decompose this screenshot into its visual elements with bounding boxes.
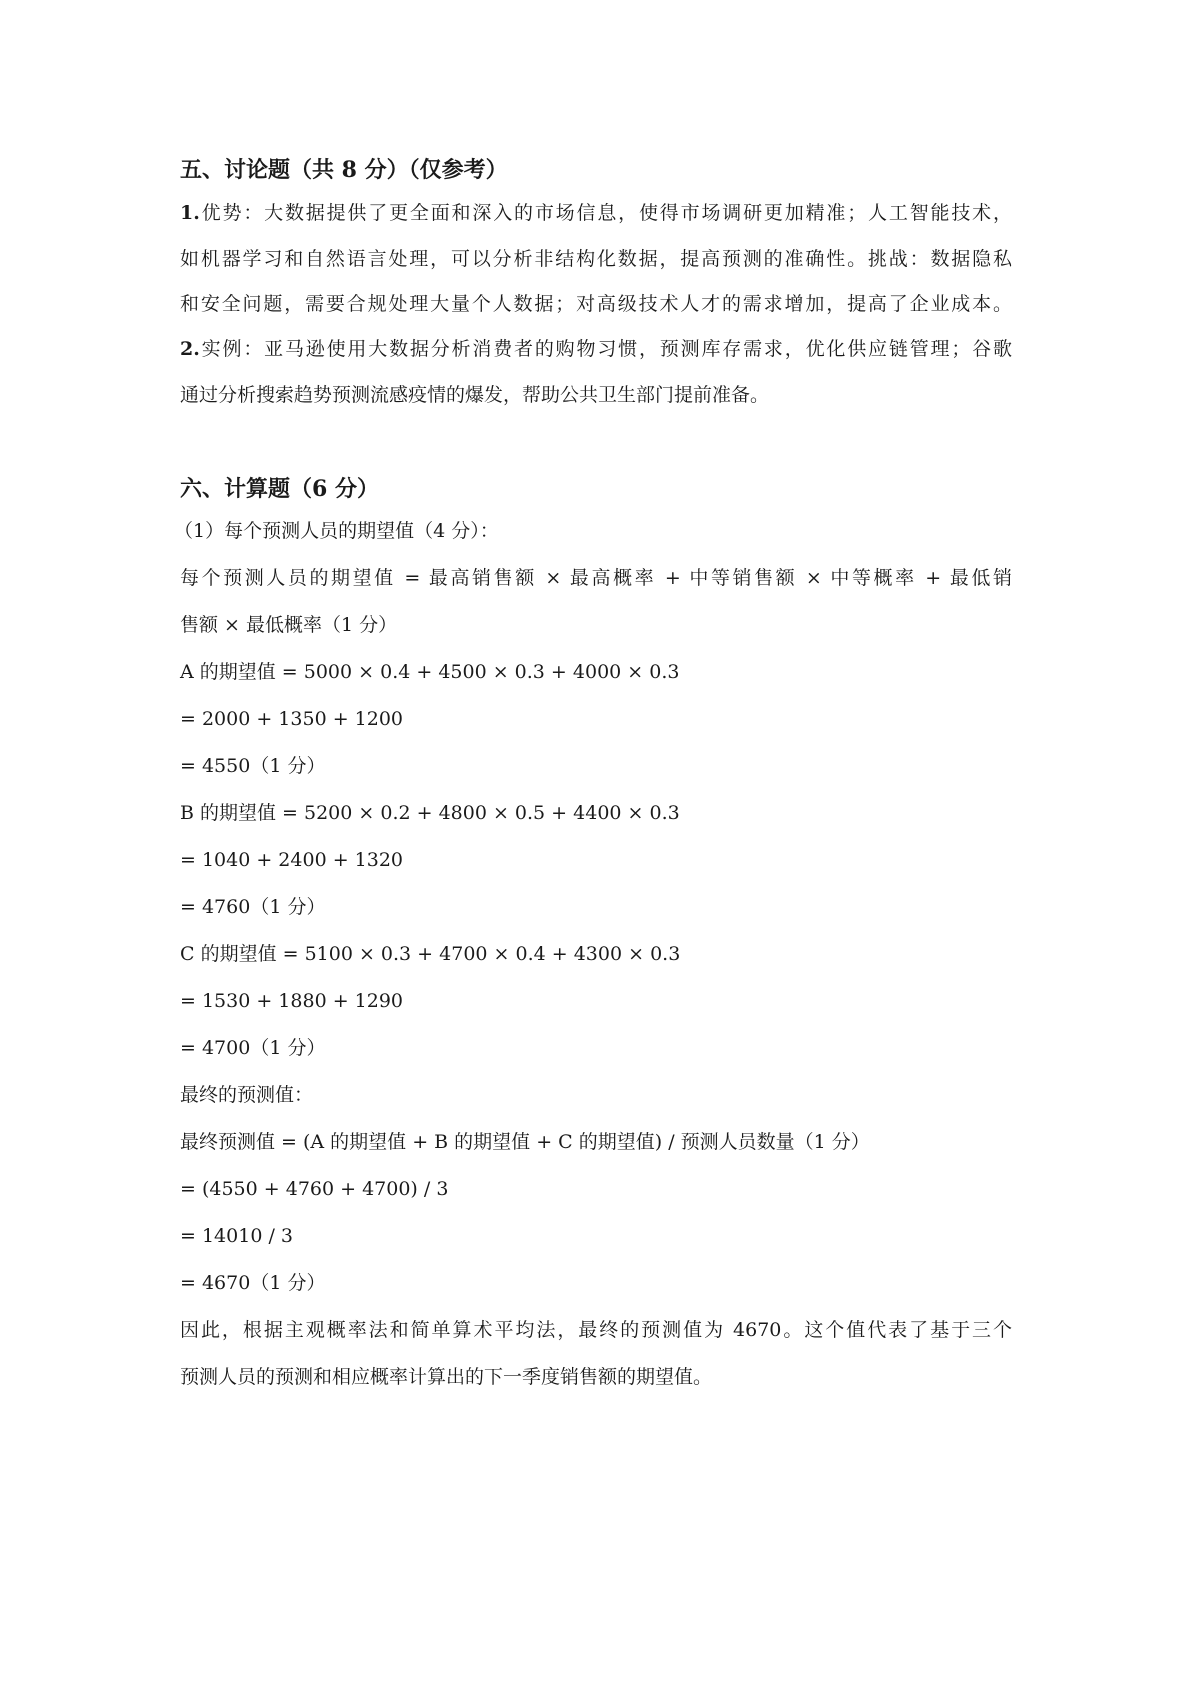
section-heading-discussion: 五、讨论题（共 8 分）（仅参考） (180, 157, 508, 183)
paragraph-text: 实例：亚马逊使用大数据分析消费者的购物习惯，预测库存需求，优化供应链管理；谷歌 (199, 338, 1012, 360)
calc-line-5: = 2000 + 1350 + 1200 (180, 708, 404, 730)
calc-line-6: = 4550（1 分） (180, 755, 326, 777)
calc-line-2: 每个预测人员的期望值 = 最高销售额 × 最高概率 + 中等销售额 × 中等概率 + 最低销 (180, 567, 1012, 589)
item-number: 2. (180, 338, 200, 360)
paragraph-text: 优势：大数据提供了更全面和深入的市场信息，使得市场调研更加精准；人工智能技术， (199, 202, 1012, 224)
calc-line-8: = 1040 + 2400 + 1320 (180, 849, 404, 871)
item-number: 1. (180, 202, 200, 224)
discussion-item-1-line-1 (180, 201, 1012, 225)
calc-line-19: 预测人员的预测和相应概率计算出的下一季度销售额的期望值。 (180, 1366, 713, 1388)
calc-line-1: （1）每个预测人员的期望值（4 分）： (174, 520, 499, 542)
section-heading-calculation: 六、计算题（6 分） (180, 476, 379, 502)
calc-line-7: B 的期望值 = 5200 × 0.2 + 4800 × 0.5 + 4400 × 0.3 (180, 802, 680, 824)
calc-line-17: = 4670（1 分） (180, 1272, 326, 1294)
calc-line-14: 最终预测值 = (A 的期望值 + B 的期望值 + C 的期望值) / 预测人员数量（1 分） (180, 1131, 870, 1153)
calc-line-18: 因此，根据主观概率法和简单算术平均法，最终的预测值为 4670。这个值代表了基于三个 (180, 1319, 1012, 1341)
discussion-item-1-line-2: 如机器学习和自然语言处理，可以分析非结构化数据，提高预测的准确性。挑战：数据隐私 (180, 248, 1012, 270)
calc-line-11: = 1530 + 1880 + 1290 (180, 990, 404, 1012)
calc-line-3: 售额 × 最低概率（1 分） (180, 614, 398, 636)
calc-line-10: C 的期望值 = 5100 × 0.3 + 4700 × 0.4 + 4300 × 0.3 (180, 943, 681, 965)
calc-line-15: = (4550 + 4760 + 4700) / 3 (180, 1178, 449, 1200)
calc-line-12: = 4700（1 分） (180, 1037, 326, 1059)
calc-line-16: = 14010 / 3 (180, 1225, 293, 1247)
discussion-item-1-line-3: 和安全问题，需要合规处理大量个人数据；对高级技术人才的需求增加，提高了企业成本。 (180, 293, 1012, 315)
discussion-item-2-line-2: 通过分析搜索趋势预测流感疫情的爆发，帮助公共卫生部门提前准备。 (180, 384, 770, 406)
calc-line-4: A 的期望值 = 5000 × 0.4 + 4500 × 0.3 + 4000 × 0.3 (180, 661, 680, 683)
discussion-item-2-line-1 (180, 337, 1012, 361)
calc-line-13: 最终的预测值： (180, 1084, 314, 1106)
calc-line-9: = 4760（1 分） (180, 896, 326, 918)
